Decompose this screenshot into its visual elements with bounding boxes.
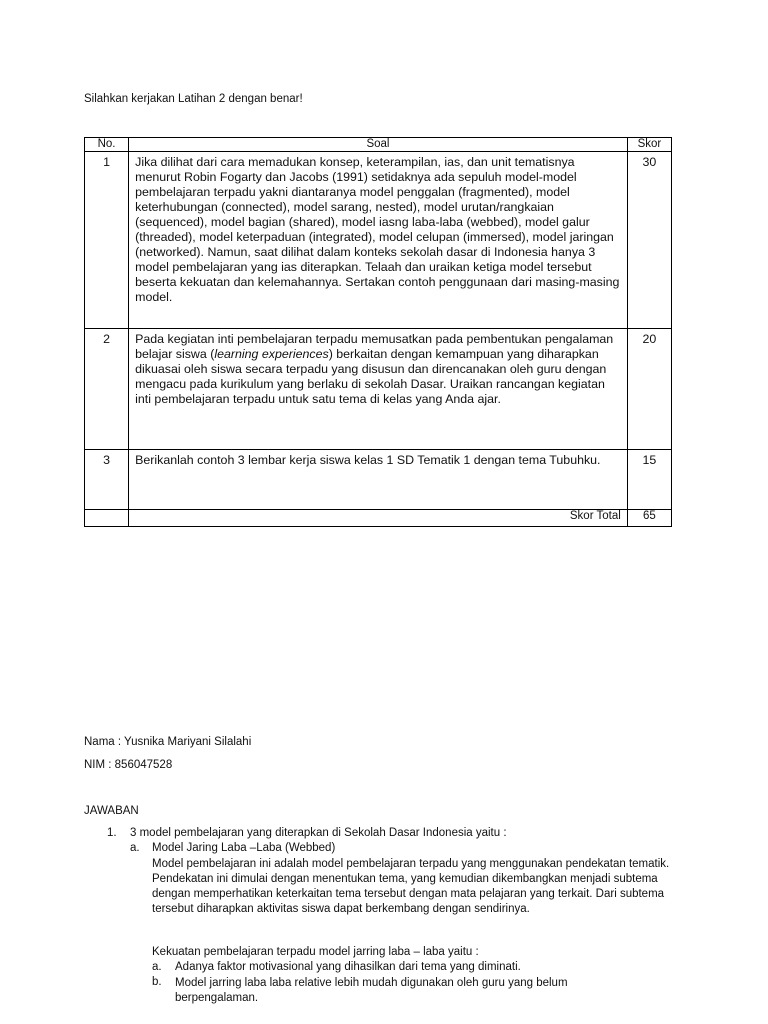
question-score: 30 [627,152,671,329]
table-row [85,152,672,329]
strength-text: Adanya faktor motivasional yang dihasilkan dari tema yang diminati. [175,961,521,973]
header-no: No. [85,138,129,152]
strength-label: b. [152,976,162,988]
answer-item-text: 3 model pembelajaran yang diterapkan di Sekolah Dasar Indonesia yaitu : [130,827,507,839]
question-text [129,329,628,450]
question-text-italic: learning experiences [214,347,329,361]
sub-item-title: Model Jaring Laba –Laba (Webbed) [152,842,336,854]
table-header-row [85,138,672,152]
sub-item-label: a. [130,842,140,854]
header-soal: Soal [129,138,628,152]
table-row [85,329,672,450]
question-number: 2 [85,329,129,450]
instruction-text: Silahkan kerjakan Latihan 2 dengan benar! [84,93,303,105]
question-score: 20 [627,329,671,450]
total-label: Skor Total [129,510,628,527]
question-score: 15 [627,450,671,510]
question-text-before: Pada kegiatan inti pembelajaran terpadu memusatkan pada pembentukan pengalaman belajar siswa ( [135,332,614,361]
question-text-after: ) berkaitan dengan kemampuan yang diharapkan dikuasai oleh siswa secara terpadu yang disusun dan direncanakan oleh guru dengan mengacu pada kurikulum yang berlaku di sekolah Dasar. Uraikan rancangan kegiatan inti pembelajaran terpadu untuk satu tema di kelas yang Anda ajar. [135,347,607,406]
strength-label: a. [152,961,162,973]
total-row [85,510,672,527]
total-empty-cell [85,510,129,527]
strength-text: Model jarring laba laba relative lebih mudah digunakan oleh guru yang belum berpengalaman. [175,977,568,1004]
table-row [85,450,672,510]
header-skor: Skor [627,138,671,152]
student-name: Nama : Yusnika Mariyani Silalahi [84,736,252,748]
strength-heading: Kekuatan pembelajaran terpadu model jarring laba – laba yaitu : [152,946,479,958]
total-value: 65 [627,510,671,527]
questions-table [84,137,672,527]
student-nim: NIM : 856047528 [84,759,173,771]
question-number: 1 [85,152,129,329]
question-text: Berikanlah contoh 3 lembar kerja siswa kelas 1 SD Tematik 1 dengan tema Tubuhku. [129,450,628,510]
question-text: Jika dilihat dari cara memadukan konsep, keterampilan, ias, dan unit tematisnya menurut Robin Fogarty dan Jacobs (1991) setidaknya ada sepuluh model-model pembelajaran terpadu yakni diantaranya model penggalan (fragmented), model keterhubungan (connected), model sarang, nested), model urutan/rangkaian (sequenced), model bagian (shared), model iasng laba-laba (webbed), model galur (threaded), model keterpaduan (integrated), model celupan (immersed), model jaringan (networked). Namun, saat dilihat dalam konteks sekolah dasar di Indonesia hanya 3 model pembelajaran yang ias diterapkan. Telaah dan uraikan ketiga model tersebut beserta kekuatan dan kelemahannya. Sertakan contoh penggunaan dari masing-masing model. [129,152,628,329]
question-number: 3 [85,450,129,510]
answer-paragraph: Model pembelajaran ini adalah model pembelajaran terpadu yang menggunakan pendekatan tematik. Pendekatan ini dimulai dengan menentukan tema, yang kemudian dikembangkan menjadi subtema dengan memperhatikan keterkaitan tema tersebut dengan mata pelajaran yang terkait. Dari subtema tersebut diharapkan aktivitas siswa dapat berkembang dengan sendirinya. [152,858,670,915]
answer-item-number: 1. [107,827,117,839]
answer-heading: JAWABAN [84,805,139,817]
